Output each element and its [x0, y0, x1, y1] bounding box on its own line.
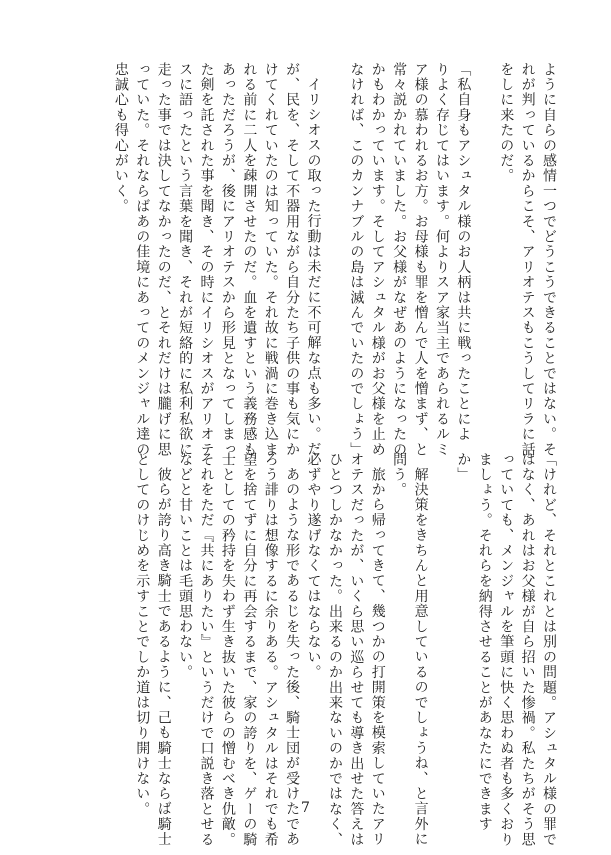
text-line: た剣を託された事を聞き、その時にイリシオスがアリオテ — [198, 62, 215, 458]
text-line: っていた。それならばあの佳境にあってのメンジャル達の — [134, 62, 151, 458]
text-line: 旅から帰ってきて、幾つかの打開策を模索していたアリ — [369, 467, 386, 847]
text-line: が、民を、そして不器用ながら自分たち子供の事も気にか — [284, 62, 301, 458]
text-line: オテスだったが、いくら思い巡らせても導き出せた答えは — [348, 452, 365, 848]
text-line: それをただ『共にありたい』というだけで口説き落とせる — [198, 452, 215, 848]
text-line: 忠誠心も得心がいく。 — [112, 62, 129, 214]
blank-line — [324, 62, 345, 398]
text-line: けてくれていたのは知っていた。それ故に戦渦に巻き込ま — [262, 62, 279, 458]
text-line: 士としての矜持を失わず生き抜いた彼らの憎むべき仇敵。 — [219, 452, 236, 848]
text-line: 「私自身もアシュタル様のお人柄は共に戦ったことによ — [455, 62, 472, 442]
text-line: 望を捨てずに自分に再会するまで、家の誇りを、ゲーの騎 — [241, 452, 258, 848]
text-line: 「けれど、それとこれとは別の問題。アシュタル様の罪で — [541, 452, 557, 848]
text-line: なければ、このカンナブルの島は滅んでいたのでしょう」 — [348, 62, 365, 458]
text-line: イリシオスの取った行動は未だに不可解な点も多い。だ — [305, 77, 322, 457]
text-line: などと甘いことは毛頭思わない。 — [177, 452, 194, 680]
text-line: 走った事では決してなかったのだ、とそれだけは朧げに思 — [155, 62, 172, 458]
text-line: はなく、あれはお父様が自ら招いた惨禍。私たちがそう思 — [519, 452, 536, 848]
text-line: 必ずやり遂げなくてはならない。 — [305, 452, 322, 680]
text-line: 彼らが誇り高き騎士であるように、己も騎士ならば騎士 — [155, 467, 172, 847]
text-line: スに語ったという言葉を聞き、それが短絡的に私利私欲に — [177, 62, 194, 458]
text-line: ように自らの感情一つでどうこうできることではない。そ — [541, 62, 557, 458]
text-block-top — [61, 62, 559, 458]
text-block-bottom — [61, 452, 559, 848]
blank-line — [431, 452, 452, 788]
blank-line — [473, 62, 494, 398]
text-line: か」 — [455, 452, 472, 483]
text-line: ひとつしかなかった。出来るのか出来ないのかではなく、 — [326, 452, 343, 848]
text-line: としてのけじめを示すことでしか道は切り開けない。 — [134, 452, 151, 817]
text-line: をしに来たのだ。 — [498, 62, 515, 184]
page-number: 7 — [301, 800, 310, 816]
text-line: 常々説かれていました。お父様がなぜあのようになったの — [391, 62, 408, 458]
text-line: れる前に二人を疎開させたのだ。血を遺すという義務感も — [241, 62, 258, 458]
text-line: 解決策をきちんと用意しているのでしょうね、と言外に — [412, 467, 429, 847]
text-line: っていても、メンジャルを筆頭に快く思わぬ者も多くおり — [498, 452, 515, 848]
text-line: かもわかっています。そしてアシュタル様がお父様を止め — [369, 62, 386, 458]
text-line: あっただろうが、後にアリオテスから形見となってしまっ — [219, 62, 236, 458]
text-line: ア様の慕われるお方。お母様も罪を憎んで人を憎まず、と — [412, 62, 429, 458]
text-line: ましょう。それらを納得させることがあなたにできます — [476, 452, 493, 832]
text-line: ろう誹りは想像するに余りある。アシュタルはそれでも希 — [262, 452, 279, 848]
text-line: りよく存じてはいます。何よりスア家当主であられるルミ — [433, 62, 450, 458]
text-line: れが判っているからこそ、アリオテスもこうしてリラに話 — [519, 62, 536, 458]
text-line: あのような形であるじを失った後、騎士団が受けたであ — [284, 467, 301, 847]
text-line: 問う。 — [391, 452, 408, 498]
